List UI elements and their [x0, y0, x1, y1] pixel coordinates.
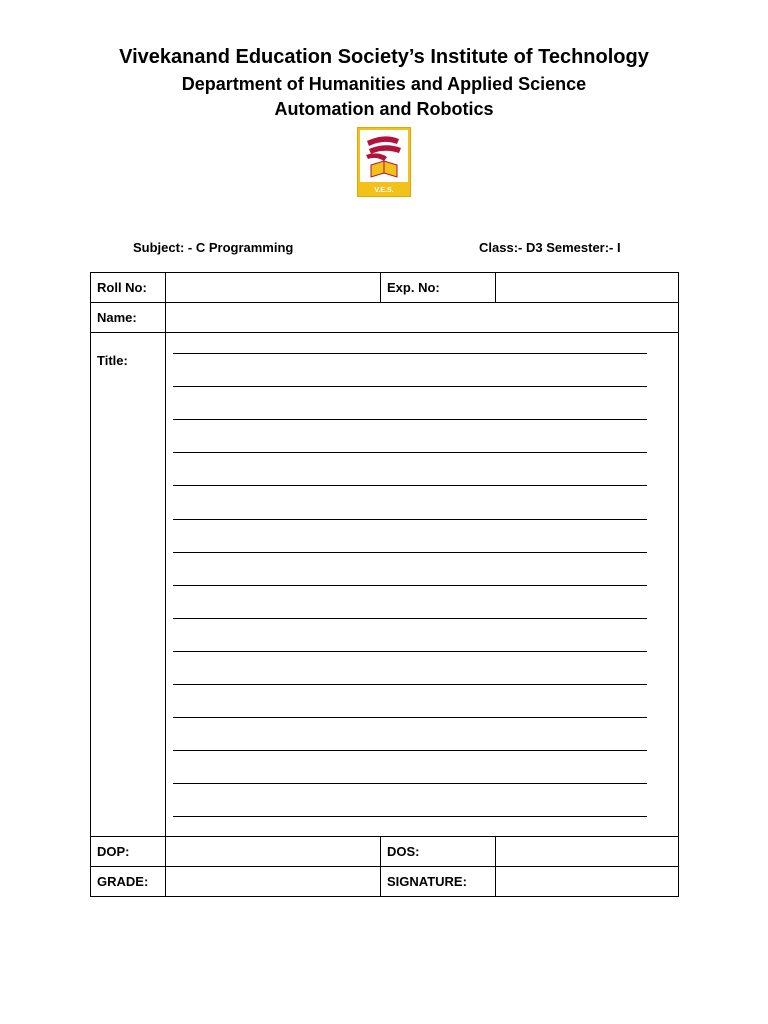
name-label: Name:: [91, 303, 166, 333]
signature-field[interactable]: [496, 867, 679, 897]
ves-logo-icon: [357, 127, 411, 197]
title-writing-line: [173, 419, 647, 420]
title-writing-line: [173, 519, 647, 520]
roll-exp-row: [91, 273, 679, 303]
department-name: Department of Humanities and Applied Science: [181, 74, 587, 94]
dop-field[interactable]: [166, 837, 381, 867]
title-writing-line: [173, 386, 647, 387]
title-writing-line: [173, 816, 647, 817]
roll-no-label: Roll No:: [91, 273, 166, 303]
subject-label: Subject: - C Programming: [133, 240, 294, 255]
signature-label: SIGNATURE:: [381, 867, 496, 897]
exp-no-label: Exp. No:: [381, 273, 496, 303]
title-writing-line: [173, 618, 647, 619]
title-writing-line: [173, 452, 647, 453]
name-row: [91, 303, 679, 333]
title-label: Title:: [91, 333, 166, 837]
ves-logo: [357, 127, 411, 197]
class-semester-label: Class:- D3 Semester:- I: [479, 240, 621, 255]
svg-text:V.E.S.: V.E.S.: [374, 187, 394, 194]
dop-dos-row: [91, 837, 679, 867]
title-writing-line: [173, 651, 647, 652]
grade-signature-row: [91, 867, 679, 897]
title-writing-line: [173, 717, 647, 718]
title-writing-line: [173, 485, 647, 486]
roll-no-field[interactable]: [166, 273, 381, 303]
title-writing-line: [173, 684, 647, 685]
grade-field[interactable]: [166, 867, 381, 897]
exp-no-field[interactable]: [496, 273, 679, 303]
title-writing-line: [173, 783, 647, 784]
institute-name: Vivekanand Education Society’s Institute of Technology: [119, 46, 649, 68]
dos-label: DOS:: [381, 837, 496, 867]
name-field[interactable]: [166, 303, 679, 333]
title-field[interactable]: [166, 333, 679, 837]
title-row: [91, 333, 679, 837]
title-writing-line: [173, 353, 647, 354]
title-writing-line: [173, 750, 647, 751]
grade-label: GRADE:: [91, 867, 166, 897]
title-writing-line: [173, 585, 647, 586]
lab-sheet-table: [90, 272, 679, 897]
dop-label: DOP:: [91, 837, 166, 867]
course-name: Automation and Robotics: [274, 99, 494, 119]
dos-field[interactable]: [496, 837, 679, 867]
title-writing-line: [173, 552, 647, 553]
